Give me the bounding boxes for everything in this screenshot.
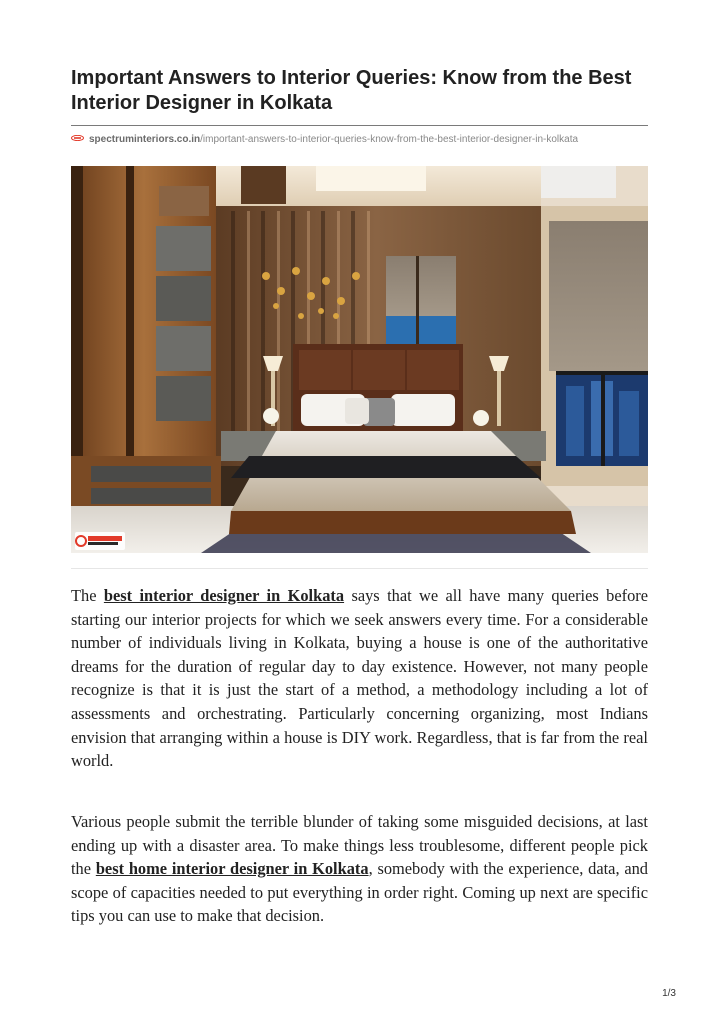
spectrum-logo-icon (75, 532, 125, 550)
paragraph-1-lead: The (71, 586, 104, 605)
paragraph-1-rest: says that we all have many queries before starting our interior projects for which we seek answers every time. For a considerable number of individuals living in Kolkata, buying a house is one of the authoritative dreams for the duration of regular day to day existence. However, not many people recognize is that it is just the start of a method, a methodology including a lot of assessments and orchestrating. Particularly concerning organizing, most Indians envision that arranging within a house is DIY work. Regardless, that is far from the real world. (71, 586, 649, 771)
page-title: Important Answers to Interior Queries: Know from the Best Interior Designer in Kolkata (71, 67, 632, 114)
site-favicon-icon (71, 135, 84, 141)
paragraph-2-lead: Various people submit the terrible blunder of taking some misguided decisions, at last ending up with a disaster area. To make things less troublesome, different people pick the (71, 812, 648, 879)
paragraph-2-rest: , somebody with the experience, data, and scope of capacities needed to put everything in order right. Coming up next are specific tips you can use to make that decision. (71, 859, 648, 926)
source-domain[interactable]: spectruminteriors.co.in (89, 134, 201, 145)
source-url[interactable] (71, 133, 651, 147)
page-number: 1/3 (662, 988, 676, 999)
source-path[interactable]: /important-answers-to-interior-queries-know-from-the-best-interior-designer-in-kolkata (200, 134, 579, 145)
hero-image (71, 166, 648, 553)
paragraph-1 (71, 584, 648, 773)
best-home-interior-designer-link[interactable]: best home interior designer in Kolkata (95, 859, 369, 879)
content-divider (71, 568, 648, 569)
bedroom-photo (71, 166, 648, 553)
title-divider (71, 125, 648, 126)
best-interior-designer-link[interactable]: best interior designer in Kolkata (103, 586, 345, 605)
paragraph-2 (71, 810, 648, 928)
